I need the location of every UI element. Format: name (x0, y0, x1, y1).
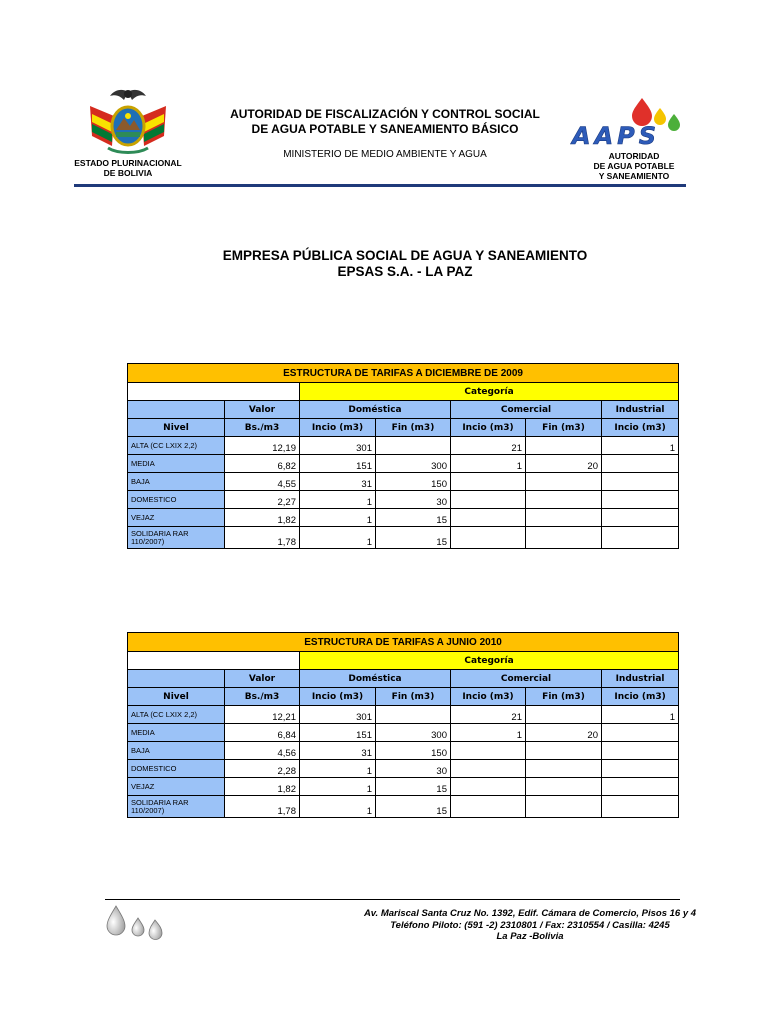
row-com-fin (526, 527, 602, 549)
row-com-inicio: 21 (451, 437, 526, 455)
aaps-caption-line2: DE AGUA POTABLE (593, 161, 675, 171)
row-dom-fin: 300 (376, 724, 451, 742)
header-domestica: Doméstica (300, 401, 451, 419)
row-nivel: VEJAZ (128, 509, 225, 527)
header-com-fin: Fin (m3) (526, 688, 602, 706)
row-dom-inicio: 1 (300, 778, 376, 796)
row-dom-inicio: 151 (300, 724, 376, 742)
header-comercial: Comercial (451, 670, 602, 688)
aaps-logo-text: AAPS (572, 122, 661, 148)
document-title-line2: EPSAS S.A. - LA PAZ (337, 264, 473, 279)
row-com-fin (526, 742, 602, 760)
row-ind-inicio (602, 778, 679, 796)
row-dom-inicio: 1 (300, 509, 376, 527)
row-valor: 2,28 (225, 760, 300, 778)
header-com-inicio: Incio (m3) (451, 688, 526, 706)
header-divider (74, 184, 686, 187)
header-comercial: Comercial (451, 401, 602, 419)
row-com-fin (526, 473, 602, 491)
table-title: ESTRUCTURA DE TARIFAS A DICIEMBRE DE 2009 (128, 364, 679, 383)
row-dom-fin: 15 (376, 527, 451, 549)
header-ind-inicio: Incio (m3) (602, 419, 679, 437)
green-drop-icon (668, 114, 680, 131)
header-nivel: Nivel (128, 688, 225, 706)
row-nivel: SOLIDARIA RAR 110/2007) (128, 796, 225, 818)
table-row (128, 796, 679, 818)
table-row (128, 491, 679, 509)
ministry-name: MINISTERIO DE MEDIO AMBIENTE Y AGUA (283, 149, 487, 160)
row-valor: 6,82 (225, 455, 300, 473)
state-caption-line2: DE BOLIVIA (103, 168, 153, 178)
header-valor: Valor (225, 401, 300, 419)
row-com-fin (526, 778, 602, 796)
state-caption-line1: ESTADO PLURINACIONAL (74, 158, 182, 168)
row-valor: 1,82 (225, 778, 300, 796)
row-dom-fin: 30 (376, 760, 451, 778)
authority-title-line1: AUTORIDAD DE FISCALIZACIÓN Y CONTROL SOCIAL (230, 107, 540, 121)
row-com-inicio (451, 473, 526, 491)
row-valor: 4,56 (225, 742, 300, 760)
footer-city-line: La Paz -Bolivia (496, 931, 564, 942)
header-nivel: Nivel (128, 419, 225, 437)
table-row (128, 706, 679, 724)
row-valor: 1,78 (225, 527, 300, 549)
row-com-fin: 20 (526, 455, 602, 473)
header-dom-inicio: Incio (m3) (300, 419, 376, 437)
row-com-inicio (451, 491, 526, 509)
state-caption (68, 158, 188, 178)
aaps-caption (572, 151, 696, 181)
document-title-line1: EMPRESA PÚBLICA SOCIAL DE AGUA Y SANEAMIENTO (222, 248, 588, 263)
row-nivel: BAJA (128, 742, 225, 760)
row-dom-inicio: 1 (300, 760, 376, 778)
row-com-fin (526, 437, 602, 455)
row-ind-inicio (602, 796, 679, 818)
row-nivel: MEDIA (128, 455, 225, 473)
row-com-inicio: 1 (451, 455, 526, 473)
document-title (120, 248, 690, 280)
row-valor: 6,84 (225, 724, 300, 742)
row-ind-inicio (602, 760, 679, 778)
header-dom-fin: Fin (m3) (376, 688, 451, 706)
row-dom-fin: 15 (376, 796, 451, 818)
row-ind-inicio (602, 473, 679, 491)
header-domestica: Doméstica (300, 670, 451, 688)
row-com-fin: 20 (526, 724, 602, 742)
row-ind-inicio (602, 724, 679, 742)
row-dom-inicio: 1 (300, 491, 376, 509)
table-row (128, 778, 679, 796)
row-nivel: BAJA (128, 473, 225, 491)
row-dom-fin: 150 (376, 742, 451, 760)
aaps-caption-line1: AUTORIDAD (608, 151, 660, 161)
tariff-table-dec-2009 (127, 363, 679, 549)
row-com-inicio: 21 (451, 706, 526, 724)
table-row (128, 473, 679, 491)
row-dom-inicio: 31 (300, 473, 376, 491)
row-ind-inicio: 1 (602, 706, 679, 724)
table-row (128, 509, 679, 527)
table-row (128, 760, 679, 778)
header-categoria: Categoría (300, 383, 679, 401)
row-com-inicio (451, 796, 526, 818)
table-row (128, 527, 679, 549)
header-blank (128, 670, 225, 688)
row-nivel: ALTA (CC LXIX 2,2) (128, 706, 225, 724)
row-nivel: DOMESTICO (128, 760, 225, 778)
header-com-inicio: Incio (m3) (451, 419, 526, 437)
row-dom-fin: 30 (376, 491, 451, 509)
row-com-fin (526, 760, 602, 778)
row-ind-inicio (602, 527, 679, 549)
row-com-fin (526, 491, 602, 509)
row-nivel: SOLIDARIA RAR 110/2007) (128, 527, 225, 549)
table-row (128, 724, 679, 742)
row-nivel: ALTA (CC LXIX 2,2) (128, 437, 225, 455)
header-bs-m3: Bs./m3 (225, 688, 300, 706)
row-com-inicio (451, 742, 526, 760)
row-com-fin (526, 796, 602, 818)
row-dom-inicio: 301 (300, 706, 376, 724)
row-dom-inicio: 31 (300, 742, 376, 760)
row-valor: 1,82 (225, 509, 300, 527)
footer-address (300, 908, 760, 943)
row-com-inicio (451, 778, 526, 796)
row-dom-inicio: 151 (300, 455, 376, 473)
header-com-fin: Fin (m3) (526, 419, 602, 437)
row-dom-fin: 300 (376, 455, 451, 473)
header-bs-m3: Bs./m3 (225, 419, 300, 437)
row-dom-inicio: 1 (300, 527, 376, 549)
row-ind-inicio: 1 (602, 437, 679, 455)
footer-divider (105, 899, 680, 900)
row-dom-inicio: 301 (300, 437, 376, 455)
table-title: ESTRUCTURA DE TARIFAS A JUNIO 2010 (128, 633, 679, 652)
tariff-table-jun-2010 (127, 632, 679, 818)
row-ind-inicio (602, 742, 679, 760)
row-dom-fin: 15 (376, 509, 451, 527)
row-com-inicio (451, 527, 526, 549)
water-drops-icon (104, 904, 166, 942)
row-com-fin (526, 706, 602, 724)
row-dom-fin (376, 706, 451, 724)
row-valor: 1,78 (225, 796, 300, 818)
footer-phone-line: Teléfono Piloto: (591 -2) 2310801 / Fax: 2310554 / Casilla: 4245 (390, 919, 670, 931)
table-row (128, 742, 679, 760)
header-blank (128, 401, 225, 419)
row-dom-fin: 150 (376, 473, 451, 491)
row-dom-fin (376, 437, 451, 455)
header-industrial: Industrial (602, 401, 679, 419)
aaps-caption-line3: Y SANEAMIENTO (598, 171, 670, 181)
row-dom-fin: 15 (376, 778, 451, 796)
row-nivel: VEJAZ (128, 778, 225, 796)
row-ind-inicio (602, 491, 679, 509)
row-valor: 12,21 (225, 706, 300, 724)
row-dom-inicio: 1 (300, 796, 376, 818)
header-ind-inicio: Incio (m3) (602, 688, 679, 706)
header-categoria: Categoría (300, 652, 679, 670)
aaps-logo (570, 96, 694, 148)
row-ind-inicio (602, 509, 679, 527)
table-row (128, 455, 679, 473)
row-nivel: DOMESTICO (128, 491, 225, 509)
row-valor: 12,19 (225, 437, 300, 455)
header-dom-fin: Fin (m3) (376, 419, 451, 437)
row-com-inicio: 1 (451, 724, 526, 742)
authority-title (190, 107, 580, 137)
blank-cell (128, 652, 300, 670)
authority-title-line2: DE AGUA POTABLE Y SANEAMIENTO BÁSICO (251, 122, 519, 136)
header-dom-inicio: Incio (m3) (300, 688, 376, 706)
row-com-inicio (451, 509, 526, 527)
row-nivel: MEDIA (128, 724, 225, 742)
row-valor: 4,55 (225, 473, 300, 491)
row-com-inicio (451, 760, 526, 778)
row-com-fin (526, 509, 602, 527)
bolivia-coat-of-arms-icon (84, 86, 172, 158)
table-row (128, 437, 679, 455)
header-valor: Valor (225, 670, 300, 688)
blank-cell (128, 383, 300, 401)
footer-address-line: Av. Mariscal Santa Cruz No. 1392, Edif. Cámara de Comercio, Pisos 16 y 4 (363, 908, 697, 919)
row-valor: 2,27 (225, 491, 300, 509)
row-ind-inicio (602, 455, 679, 473)
header-industrial: Industrial (602, 670, 679, 688)
